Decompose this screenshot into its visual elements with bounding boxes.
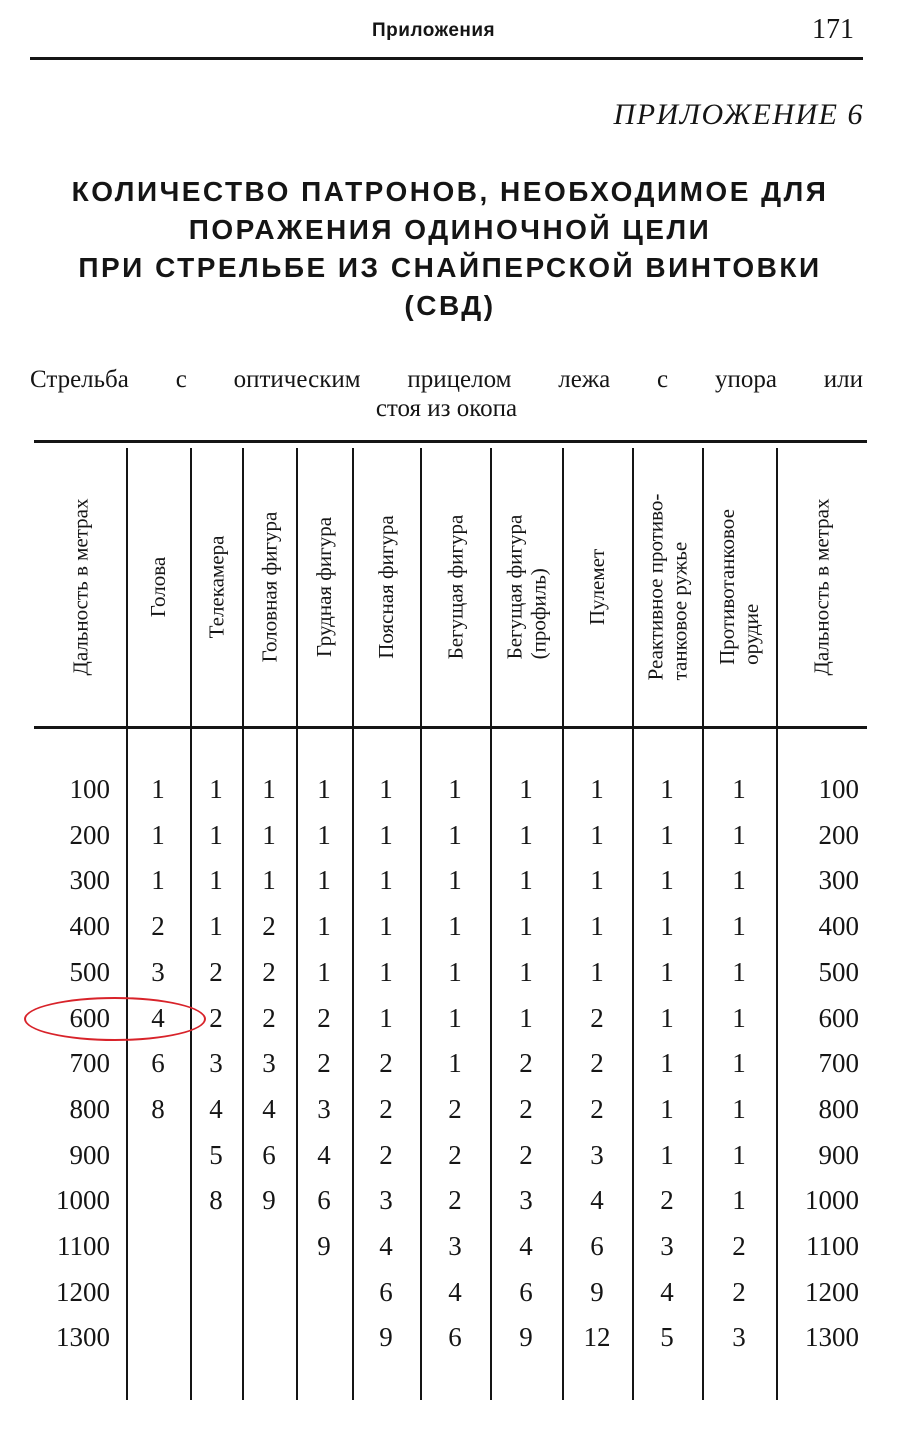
column-header-line: Бегущая фигура: [443, 514, 467, 660]
table-cell: 4: [317, 1139, 331, 1170]
table-cell: 1: [317, 865, 331, 896]
table-cell: 1: [732, 911, 746, 942]
table-cell: 1: [379, 865, 393, 896]
row-range-label: 200: [69, 819, 110, 850]
table-cell: 1: [379, 1002, 393, 1033]
table-cell: 1: [590, 819, 604, 850]
column-header-line: Дальность в метрах: [68, 498, 93, 676]
table-cell: 6: [379, 1276, 393, 1307]
table-cell: 1: [209, 819, 223, 850]
column-header: [776, 450, 867, 724]
appendix-label: ПРИЛОЖЕНИЕ 6: [613, 98, 864, 131]
table-cell: 4: [660, 1276, 674, 1307]
table-cell: 1: [519, 911, 533, 942]
row-range-label: 1200: [56, 1276, 110, 1307]
column-header: [420, 450, 490, 724]
table-cell: 4: [448, 1276, 462, 1307]
table-cell: 9: [590, 1276, 604, 1307]
table-cell: 1: [448, 774, 462, 804]
column-header-line: Телекамера: [204, 535, 229, 639]
table-cell: 6: [262, 1139, 276, 1170]
table-cell: 1: [732, 1002, 746, 1033]
title-line-4: (СВД): [404, 290, 496, 321]
column-header-line: танковое ружье: [667, 541, 692, 681]
table-cell: 1: [448, 911, 462, 942]
table-cell: 2: [519, 1093, 533, 1124]
table-cell: 3: [209, 1048, 223, 1079]
table-cell: 2: [379, 1139, 393, 1170]
table-cell: 1: [151, 819, 165, 850]
row-range-label: 1300: [56, 1322, 110, 1353]
table-cell: 1: [660, 865, 674, 896]
table-cell: 3: [379, 1185, 393, 1216]
table-cell: 2: [732, 1276, 746, 1307]
row-range-label: 1300: [805, 1322, 859, 1353]
column-header-line: Грудная фигура: [312, 516, 336, 658]
table-cell: 1: [379, 774, 393, 804]
table-cell: 2: [379, 1048, 393, 1079]
table-cell: 2: [317, 1002, 331, 1033]
row-range-label: 500: [69, 956, 110, 987]
table-cell: 1: [151, 865, 165, 896]
table-cell: 1: [732, 1093, 746, 1124]
table-cell: 4: [379, 1231, 393, 1261]
table-cell: 1: [448, 956, 462, 987]
column-header-line: Бегущая фигура: [502, 514, 526, 660]
column-header: [296, 450, 352, 724]
table-header-rule: [34, 726, 867, 729]
column-header: [352, 450, 420, 724]
row-range-label: 600: [69, 1002, 110, 1033]
table-cell: 2: [151, 911, 165, 942]
table-cell: 2: [519, 1139, 533, 1170]
column-header-line: Реактивное противо-: [643, 493, 668, 681]
table-cell: 1: [590, 774, 604, 804]
row-range-label: 400: [818, 911, 859, 942]
row-range-label: 800: [818, 1093, 859, 1124]
column-header-line: Противотанковое: [715, 509, 739, 665]
table-cell: 3: [317, 1093, 331, 1124]
table-cell: 1: [209, 911, 223, 942]
column-header: [242, 450, 296, 724]
table-cell: 8: [209, 1185, 223, 1216]
table-cell: 1: [660, 819, 674, 850]
table-cell: 2: [262, 1002, 276, 1033]
column-header-line: орудие: [739, 603, 763, 665]
row-range-label: 900: [818, 1139, 859, 1170]
table-cell: 9: [262, 1185, 276, 1216]
title-line-3: ПРИ СТРЕЛЬБЕ ИЗ СНАЙПЕРСКОЙ ВИНТОВКИ: [78, 252, 822, 283]
table-cell: 1: [317, 774, 331, 804]
table-cell: 4: [209, 1093, 223, 1124]
table-cell: 1: [448, 819, 462, 850]
column-header: [190, 450, 242, 724]
table-cell: 6: [151, 1048, 165, 1079]
row-range-label: 1200: [805, 1276, 859, 1307]
column-header-line: Дальность в метрах: [809, 498, 834, 676]
row-range-label: 700: [818, 1048, 859, 1079]
table-cell: 1: [209, 865, 223, 896]
table-cell: 2: [732, 1231, 746, 1261]
column-header: [562, 450, 632, 724]
table-cell: 5: [209, 1139, 223, 1170]
table-cell: 1: [262, 865, 276, 896]
table-cell: 1: [379, 956, 393, 987]
table-cell: 1: [660, 911, 674, 942]
table-cell: 1: [660, 1093, 674, 1124]
table-cell: 3: [151, 956, 165, 987]
table-cell: 5: [660, 1322, 674, 1353]
table-cell: 1: [519, 956, 533, 987]
table-cell: 3: [660, 1231, 674, 1261]
table-cell: 1: [590, 865, 604, 896]
table-cell: 3: [262, 1048, 276, 1079]
table-cell: 8: [151, 1093, 165, 1124]
table-cell: 2: [209, 956, 223, 987]
table-cell: 2: [590, 1093, 604, 1124]
table-cell: 6: [519, 1276, 533, 1307]
table-cell: 2: [590, 1002, 604, 1033]
table-cell: 3: [519, 1185, 533, 1216]
table-cell: 3: [448, 1231, 462, 1261]
table-cell: 1: [660, 774, 674, 804]
subtitle-line-1: Стрельба с оптическим прицелом лежа с упора или: [30, 366, 863, 393]
table-cell: 1: [448, 1002, 462, 1033]
row-range-label: 1000: [56, 1185, 110, 1216]
title-line-1: КОЛИЧЕСТВО ПАТРОНОВ, НЕОБХОДИМОЕ ДЛЯ: [71, 176, 829, 207]
table-cell: 2: [590, 1048, 604, 1079]
table-cell: 1: [448, 865, 462, 896]
table-top-rule: [34, 440, 867, 443]
table-cell: 1: [660, 1048, 674, 1079]
table-cell: 1: [317, 911, 331, 942]
row-range-label: 1100: [57, 1231, 110, 1261]
table-cell: 1: [209, 774, 223, 804]
running-header-section: Приложения: [372, 20, 496, 41]
table-cell: 2: [262, 956, 276, 987]
table-cell: 4: [262, 1093, 276, 1124]
column-header: [126, 450, 190, 724]
table-cell: 4: [590, 1185, 604, 1216]
table-cell: 6: [590, 1231, 604, 1261]
table-cell: 1: [379, 911, 393, 942]
row-range-label: 100: [818, 774, 859, 804]
table-cell: 1: [317, 819, 331, 850]
table-cell: 2: [448, 1093, 462, 1124]
row-range-label: 400: [69, 911, 110, 942]
table-cell: 1: [660, 956, 674, 987]
table-cell: 1: [732, 865, 746, 896]
table-cell: 1: [732, 1185, 746, 1216]
table-cell: 1: [590, 956, 604, 987]
row-range-label: 800: [69, 1093, 110, 1124]
table-cell: 6: [448, 1322, 462, 1353]
row-range-label: 600: [818, 1002, 859, 1033]
table-cell: 2: [448, 1139, 462, 1170]
table-cell: 1: [590, 911, 604, 942]
table-cell: 1: [660, 1002, 674, 1033]
table-cell: 1: [448, 1048, 462, 1079]
row-range-label: 300: [818, 865, 859, 896]
row-range-label: 300: [69, 865, 110, 896]
table-cell: 4: [151, 1002, 165, 1033]
highlight-ellipse: [24, 997, 206, 1041]
table-cell: 1: [262, 819, 276, 850]
table-cell: 1: [519, 1002, 533, 1033]
title-line-2: ПОРАЖЕНИЯ ОДИНОЧНОЙ ЦЕЛИ: [188, 214, 712, 245]
table-cell: 3: [732, 1322, 746, 1353]
column-header-line: Поясная фигура: [374, 515, 398, 659]
row-range-label: 200: [818, 819, 859, 850]
row-range-label: 500: [818, 956, 859, 987]
row-range-label: 900: [69, 1139, 110, 1170]
table-cell: 4: [519, 1231, 533, 1261]
table-cell: 1: [732, 819, 746, 850]
column-header: [490, 450, 562, 724]
table-cell: 2: [448, 1185, 462, 1216]
header-rule: [30, 57, 863, 60]
page-number: 171: [812, 14, 854, 45]
row-range-label: 1100: [806, 1231, 859, 1261]
table-cell: 1: [732, 774, 746, 804]
table-cell: 1: [519, 819, 533, 850]
table-cell: 1: [732, 1048, 746, 1079]
row-range-label: 100: [69, 774, 110, 804]
column-header-line: (профиль): [526, 568, 550, 660]
column-header-line: Головная фигура: [257, 511, 282, 663]
table-cell: 6: [317, 1185, 331, 1216]
table-cell: 3: [590, 1139, 604, 1170]
column-header: [632, 450, 702, 724]
table-cell: 12: [583, 1322, 611, 1353]
table-cell: 9: [379, 1322, 393, 1353]
table-cell: 1: [732, 956, 746, 987]
table-cell: 1: [379, 819, 393, 850]
table-cell: 9: [519, 1322, 533, 1353]
table-cell: 2: [262, 911, 276, 942]
table-cell: 1: [262, 774, 276, 804]
subtitle-line-2: стоя из окопа: [375, 395, 518, 422]
table-cell: 9: [317, 1231, 331, 1261]
table-cell: 2: [209, 1002, 223, 1033]
table-cell: 2: [317, 1048, 331, 1079]
table-cell: 1: [732, 1139, 746, 1170]
column-header: [702, 450, 776, 724]
row-range-label: 700: [69, 1048, 110, 1079]
table-cell: 2: [379, 1093, 393, 1124]
column-header-line: Пулемет: [585, 548, 609, 626]
table-cell: 1: [519, 865, 533, 896]
row-range-label: 1000: [805, 1185, 859, 1216]
column-header-line: Голова: [146, 556, 170, 618]
column-header: [34, 450, 126, 724]
table-cell: 1: [660, 1139, 674, 1170]
table-cell: 1: [151, 774, 165, 804]
table-cell: 2: [519, 1048, 533, 1079]
table-cell: 2: [660, 1185, 674, 1216]
table-cell: 1: [317, 956, 331, 987]
table-cell: 1: [519, 774, 533, 804]
